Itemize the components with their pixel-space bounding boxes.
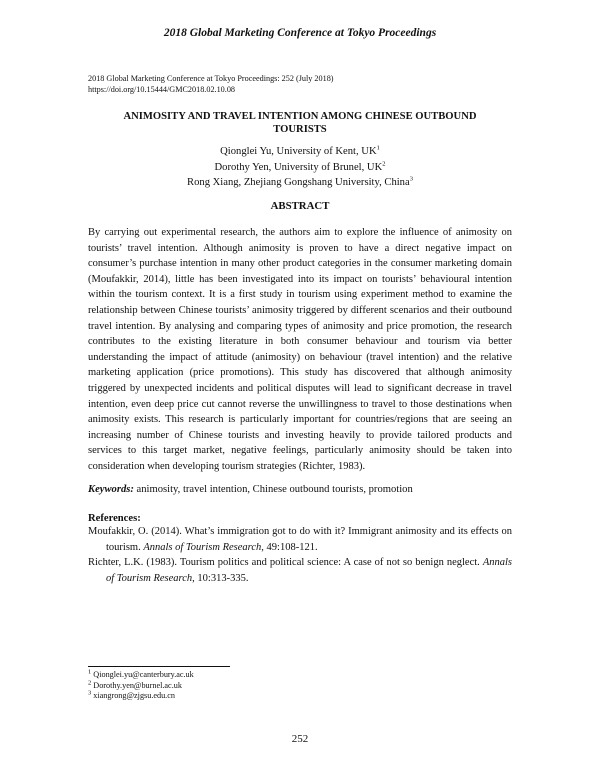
footnote [88,678,194,692]
title-line-1: ANIMOSITY AND TRAVEL INTENTION AMONG CHINESE OUTBOUND [123,111,477,122]
footnote-mark: 2 [88,678,92,686]
author-line [0,175,600,191]
footnote-list [88,670,194,702]
author-line [0,144,600,160]
abstract-body: By carrying out experimental research, the authors aim to explore the influence of animosity on tourists’ travel intention. Although animosity is proven to have a direct negative impact on consumer’s purchase intention in many other product categories in the consumer marketing domain (Moufakkir, 2014), little has been investigated into its impact on tourists’ behavioural intention within the tourism context. It is a first study in tourism using experiment method to examine the relationship between Chinese tourists’ animosity triggered by different scenarios and their outbound travel intention. By analysing and comparing types of animosity and price promotion, the research contributes to the existing literature in both consumer behaviour and tourism via better understanding the impact of attitude (animosity) on behaviour (travel intention) and the relative marketing application (price promotions). This study has discovered that although animosity triggered by unexpected incidents and political disputes will lead to significant decrease in travel intention, even deep price cut cannot reverse the unwillingness to travel to those destinations when animosity exists. This research is particularly important for countries/regions that are seeing an increasing number of Chinese tourists and investing heavily to provide tailored products and services to this target market, negative feelings, particularly animosity should be taken into consideration when developing tourism strategies (Richter, 1983). [88,227,512,472]
author-list [0,144,600,191]
citation-block [88,73,334,95]
reference-text: Moufakkir, O. (2014). What’s immigration got to do with it? Immigrant animosity and its effects on tourism. [88,526,512,553]
footnote-email[interactable]: xiangrong@zjgsu.edu.cn [91,691,175,700]
author-name: Dorothy Yen, University of Brunel, UK [214,161,383,173]
footnote-divider [88,666,230,667]
keywords-label: Keywords [88,484,131,495]
reference-volume: , 49:108-121. [261,541,318,553]
reference-text: Richter, L.K. (1983). Tourism politics and political science: A case of not so benign neglect. [88,557,483,569]
reference-volume: , 10:313-335. [192,572,249,584]
reference-list [88,524,512,586]
author-footnote-mark: 3 [409,175,413,183]
keywords-colon: : [130,484,134,495]
keywords-text: animosity, travel intention, Chinese outbound tourists, promotion [133,484,413,495]
abstract-heading: ABSTRACT [270,200,330,212]
references-heading: References: [88,513,141,524]
keywords-line [88,484,512,495]
author-name: Rong Xiang, Zhejiang Gongshang University, China [187,177,410,188]
page-number: 252 [291,733,309,745]
footnote [88,691,194,702]
running-head: 2018 Global Marketing Conference at Tokyo Proceedings [163,27,437,39]
reference-item [88,555,512,586]
reference-item [88,524,512,555]
author-footnote-mark: 2 [382,159,386,167]
footnote-mark: 1 [88,668,92,676]
footnote [88,670,194,681]
footnote-email[interactable]: Dorothy.yen@burnel.ac.uk [91,680,182,690]
author-line [0,160,600,176]
author-footnote-mark: 1 [376,144,380,152]
paper-title [80,111,520,136]
author-name: Qionglei Yu, University of Kent, UK [220,146,377,157]
reference-journal: Annals of Tourism Research [143,541,262,553]
citation-line: 2018 Global Marketing Conference at Tokyo Proceedings: 252 (July 2018) [88,74,334,83]
footnote-email[interactable]: Qionglei.yu@canterbury.ac.uk [91,670,194,679]
doi-link[interactable]: https://doi.org/10.15444/GMC2018.02.10.08 [88,85,236,94]
title-line-2: TOURISTS [273,123,327,135]
reference-journal: Annals of Tourism Research [106,557,512,584]
footnote-mark: 3 [88,689,92,697]
